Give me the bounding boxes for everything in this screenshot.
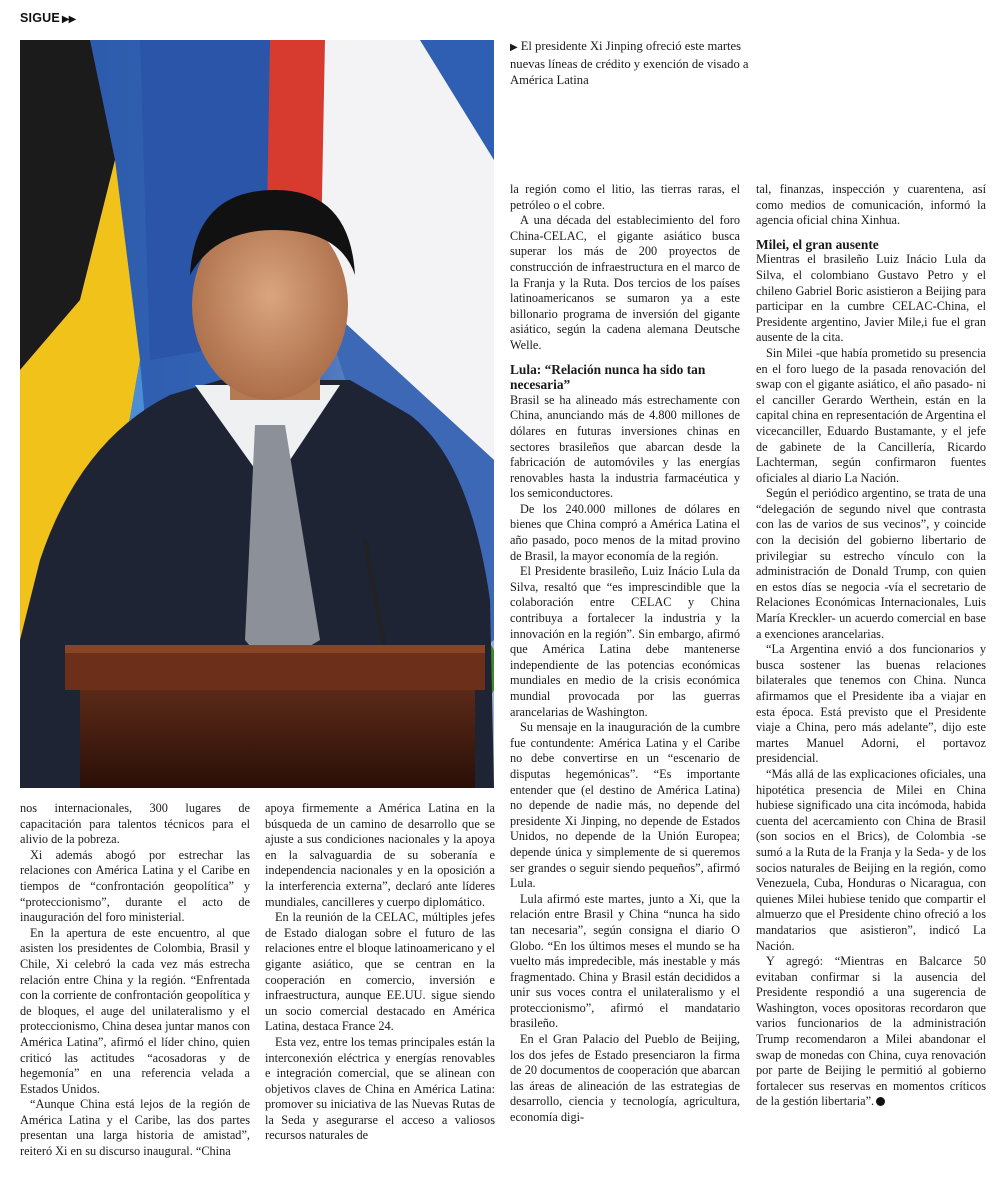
lead-photo <box>20 40 494 788</box>
article-column-1 <box>20 801 250 1160</box>
paragraph: Lula afirmó este martes, junto a Xi, que la relación entre Brasil y China “nunca ha sido tan necesaria”, según consigna el diario O Globo. “En los últimos meses el mundo se ha vuelto más impredecible, más inestable y más fragmentado. China y Brasil están decididos a unir sus voces contra el unilateralismo y el proteccionismo”, afirmó el mandatario brasileño. <box>510 891 740 1031</box>
paragraph: En la apertura de este encuentro, al que asisten los presidentes de Colombia, Brasil y Chile, Xi celebró la cada vez más estrecha relación entre China y la región. “Enfrentada con la corriente de confrontación geopolítica y de bloques, el auge del unilateralismo y el proteccionismo, China desea juntar manos con América Latina”, afirmó el líder chino, quien criticó las actitudes “acosadoras y de hegemonía” en una referencia velada a Estados Unidos. <box>20 925 250 1096</box>
paragraph: El Presidente brasileño, Luiz Inácio Lula da Silva, resaltó que “es imprescindible que la colaboración entre CELAC y China contribuya a fortalecer la industria y la innovación en la región”. Sin embargo, afirmó que América Latina debe mantenerse independiente de las potencias económicas mundiales en medio de la crisis económica mundial provocada por las guerras arancelarias de Washington. <box>510 564 740 719</box>
caption-text: El presidente Xi Jinping ofreció este martes nuevas líneas de crédito y exención de visado a América Latina <box>510 39 749 87</box>
paragraph: Mientras el brasileño Luiz Inácio Lula da Silva, el colombiano Gustavo Petro y el chileno Gabriel Boric asistieron a Beijing para participar en la cumbre CELAC-China, el Presidente argentino, Javier Mile,i fue el gran ausente de la cita. <box>756 252 986 345</box>
paragraph-final <box>756 954 986 1110</box>
subheading-milei: Milei, el gran ausente <box>756 236 879 252</box>
section-label <box>20 11 75 25</box>
paragraph: Su mensaje en la inauguración de la cumbre fue contundente: América Latina y el Caribe no debe convertirse en un “escenario de disputas hegemónicas”. “Es importante entender que (el destino de América Latina) no depende de nadie más, no depende del presidente Xi Jinping, no depende de Estados Unidos, no depende de la Unión Europea; depende única y simplemente de si queremos ser grandes o seguir siendo pequeños”, afirmó Lula. <box>510 720 740 891</box>
paragraph: En la reunión de la CELAC, múltiples jefes de Estado dialogan sobre el futuro de las relaciones entre el bloque latinoamericano y el gigante asiático, que se centran en la cooperación en comercio, inversión e infraestructura, aunque EE.UU. sigue siendo un socio comercial destacado en América Latina, destaca France 24. <box>265 910 495 1034</box>
paragraph: Sin Milei -que había prometido su presencia en el foro luego de la pasada renovación del swap con el gigante asiático, el año pasado- ni el canciller Gerardo Werthein, están en la capital china en representación de Argentina el vicecanciller, Eduardo Bustamante, y el jefe de gabinete de la Cancillería, Ricardo Lachterman, según confirmaron fuentes oficiales al diario La Nación. <box>756 345 986 485</box>
caption-arrow-icon: ▶ <box>510 42 518 53</box>
paragraph: nos internacionales, 300 lugares de capacitación para talentos técnicos para el alivio de la pobreza. <box>20 801 250 847</box>
paragraph-final-text: Y agregó: “Mientras en Balcarce 50 evitaban confirmar si la ausencia del Presidente respondió a una sugerencia de Washington, voces opositoras recordaron que varios funcionarios de la administración Trump recomendaron a Milei abandonar el swap de monedas con China, cuya renovación por parte de Beijing le permitió al gobierno fortalecer sus reservas en momentos críticos de la gestión libertaria”. <box>756 954 986 1109</box>
paragraph: Brasil se ha alineado más estrechamente con China, anunciando más de 4.800 millones de dólares en futuras inversiones chinas en sectores brasileños que abarcan desde la fabricación de automóviles y las energías renovables hasta la industria farmacéutica y los semiconductores. <box>510 392 740 501</box>
article-column-4 <box>756 182 986 1110</box>
paragraph: “Aunque China está lejos de la región de América Latina y el Caribe, las dos partes presentan una larga historia de amistad”, reiteró Xi en su discurso inaugural. “China <box>20 1097 250 1159</box>
paragraph: la región como el litio, las tierras raras, el petróleo o el cobre. <box>510 182 740 212</box>
end-mark-icon <box>876 1097 885 1106</box>
paragraph: “La Argentina envió a dos funcionarios y busca sostener las buenas relaciones bilaterales que tenemos con China. Nunca afirmamos que el Presidente iba a viajar en esta época. Está previsto que el Presidente viaje a China, pero más adelante”, dijo este martes Manuel Adorni, el portavoz presidencial. <box>756 642 986 766</box>
paragraph: “Más allá de las explicaciones oficiales, una hipotética presencia de Milei en China hubiese significado una cita incómoda, habida cuenta del acercamiento con China de Brasil (son socios en el Brics), de Colombia -se sumó a la Ruta de la Franja y la Seda- y de los socios naturales de Beijing en la región, como Venezuela, Cuba, Honduras o Nicaragua, con quienes Milei hubiese tenido que compartir el almuerzo que el Presidente chino ofreció a los mandatarios que asistieron”, indicó La Nación. <box>756 766 986 953</box>
paragraph: Xi además abogó por estrechar las relaciones con América Latina y el Caribe en tiempos de “confrontación geopolítica” y “proteccionismo”, durante el acto de inauguración del foro ministerial. <box>20 847 250 925</box>
section-label-text: SIGUE <box>20 11 60 25</box>
paragraph: Esta vez, entre los temas principales están la interconexión eléctrica y energías renovables e integración comercial, que se alinean con objetivos claves de China en América Latina: promover su iniciativa de las Nuevas Rutas de la Seda y asegurarse el acceso a valiosos recursos naturales de <box>265 1034 495 1143</box>
double-arrow-icon: ▶▶ <box>61 14 76 25</box>
subheading-lula: Lula: “Relación nunca ha sido tan necesaria” <box>510 361 706 393</box>
photo-illustration <box>20 40 494 788</box>
paragraph: A una década del establecimiento del foro China-CELAC, el gigante asiático busca superar los más de 200 proyectos de construcción de infraestructura en el marco de la Franja y la Ruta. Dos tercios de los países latinoamericanos se sumaron ya a este billonario programa de inversión del gigante asiático, según la cadena alemana Deutsche Welle. <box>510 213 740 352</box>
paragraph: En el Gran Palacio del Pueblo de Beijing, los dos jefes de Estado presenciaron la firma de 20 documentos de cooperación que abarcan las áreas de alineación de las estrategias de desarrollo, ciencia y tecnología, agricultura, economía digi- <box>510 1032 740 1125</box>
paragraph: apoya firmemente a América Latina en la búsqueda de un camino de desarrollo que se ajuste a sus condiciones nacionales y la apoya en la salvaguardia de su soberanía e independencia nacionales y en la oposición a la interferencia externa”, declaró ante líderes mundiales, cancilleres y cuerpo diplomático. <box>265 801 495 909</box>
paragraph: tal, finanzas, inspección y cuarentena, así como medios de comunicación, informó la agencia oficial china Xinhua. <box>756 182 986 228</box>
paragraph: De los 240.000 millones de dólares en bienes que China compró a América Latina el año pasado, poco menos de la mitad provino de Brasil, la mayor economía de la región. <box>510 501 740 563</box>
article-column-2 <box>265 801 495 1144</box>
paragraph: Según el periódico argentino, se trata de una “delegación de segundo nivel que contrasta con las de varios de sus vecinos”, y coincide con la decisión del gobierno libertario de privilegiar su estrecho vínculo con la administración de Donald Trump, con quien en estos días se negocia -vía el secretario de Relaciones Económicas Internacionales, Luis María Kreckler- un acuerdo comercial en base a exenciones arancelarias. <box>756 486 986 641</box>
article-column-3 <box>510 182 740 1126</box>
photo-caption <box>510 38 750 88</box>
